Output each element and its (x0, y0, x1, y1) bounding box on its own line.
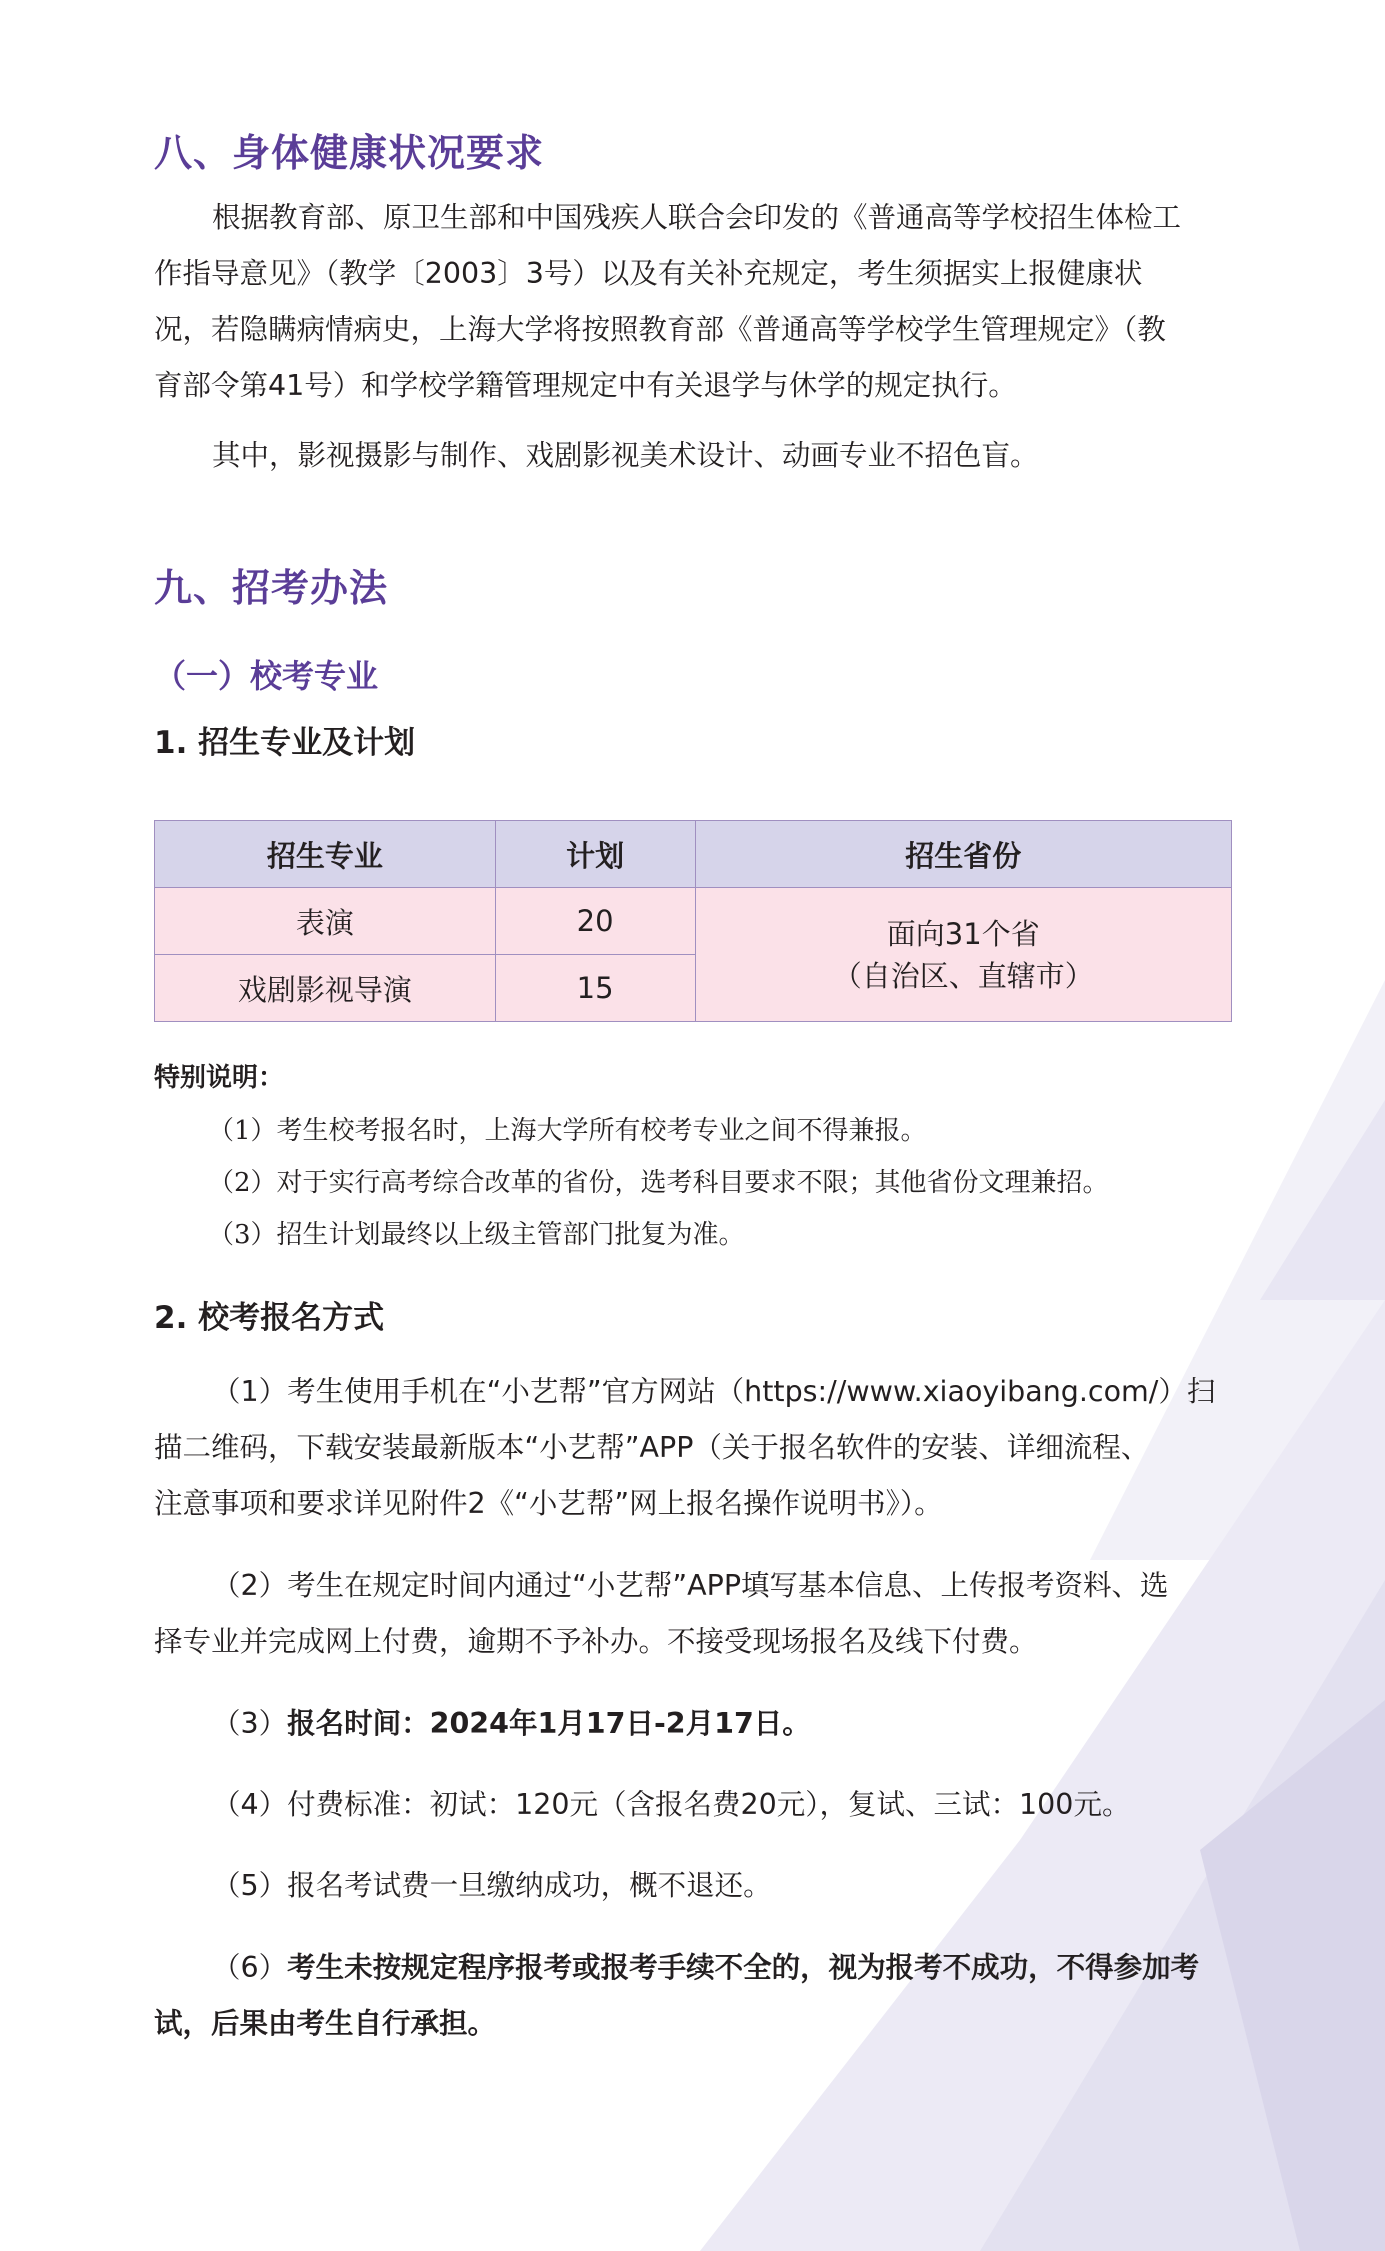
table-header-row (155, 821, 1232, 888)
cell-major: 戏剧影视导演 (155, 955, 496, 1022)
section-8-paragraph-line: 况，若隐瞒病情病史，上海大学将按照教育部《普通高等学校学生管理规定》（教 (154, 313, 1166, 346)
registration-step-line: 注意事项和要求详见附件2《“小艺帮”网上报名操作说明书》）。 (154, 1487, 943, 1520)
special-notes-title: 特别说明： (154, 1063, 285, 1093)
registration-step-line: （2）考生在规定时间内通过“小艺帮”APP填写基本信息、上传报考资料、选 (212, 1569, 1169, 1602)
registration-warning-line: 试，后果由考生自行承担。 (154, 2007, 497, 2040)
registration-warning-prefix: （6） (212, 1951, 288, 1984)
registration-fee: （4）付费标准：初试：120元（含报名费20元），复试、三试：100元。 (212, 1788, 1131, 1821)
registration-warning-line (212, 1940, 1232, 1996)
section-8-paragraph-line: 育部令第41号）和学校学籍管理规定中有关退学与休学的规定执行。 (154, 369, 1017, 402)
cell-province (695, 888, 1232, 1022)
section-8-paragraph-line: 根据教育部、原卫生部和中国残疾人联合会印发的《普通高等学校招生体检工 (212, 201, 1182, 234)
cell-plan: 15 (495, 955, 695, 1022)
special-note-item: （2）对于实行高考综合改革的省份，选考科目要求不限；其他省份文理兼招。 (208, 1168, 1109, 1198)
header-major: 招生专业 (155, 821, 496, 888)
table-row (155, 888, 1232, 955)
section-9-heading: 九、招考办法 (154, 566, 389, 610)
subsection-heading: （一）校考专业 (154, 657, 379, 695)
registration-no-refund: （5）报名考试费一旦缴纳成功，概不退还。 (212, 1869, 772, 1902)
special-note-item: （1）考生校考报名时，上海大学所有校考专业之间不得兼报。 (208, 1116, 927, 1146)
registration-time-text: 报名时间：2024年1月17日-2月17日。 (287, 1707, 811, 1740)
item-heading-plan: 1. 招生专业及计划 (154, 725, 416, 761)
registration-step-line: 择专业并完成网上付费，逾期不予补办。不接受现场报名及线下付费。 (154, 1625, 1038, 1658)
item-heading-registration: 2. 校考报名方式 (154, 1300, 385, 1336)
registration-warning-text: 考生未按规定程序报考或报考手续不全的，视为报考不成功，不得参加考 (287, 1951, 1200, 1984)
section-8-paragraph-line: 作指导意见》（教学〔2003〕3号）以及有关补充规定，考生须据实上报健康状 (154, 257, 1143, 290)
special-note-item: （3）招生计划最终以上级主管部门批复为准。 (208, 1220, 745, 1250)
header-province: 招生省份 (695, 821, 1232, 888)
province-line: （自治区、直辖市） (832, 958, 1094, 993)
section-8-colorblind-note: 其中，影视摄影与制作、戏剧影视美术设计、动画专业不招色盲。 (212, 439, 1039, 472)
section-8-heading: 八、身体健康状况要求 (154, 131, 545, 175)
enrollment-plan-table (154, 820, 1232, 1022)
registration-step-line: （1）考生使用手机在“小艺帮”官方网站（https://www.xiaoyibang.com/）扫 (212, 1375, 1216, 1408)
registration-step-line: 描二维码，下载安装最新版本“小艺帮”APP（关于报名软件的安装、详细流程、 (154, 1431, 1150, 1464)
header-plan: 计划 (495, 821, 695, 888)
province-line: 面向31个省 (886, 916, 1040, 951)
registration-time-prefix: （3） (212, 1707, 288, 1740)
cell-major: 表演 (155, 888, 496, 955)
registration-time (212, 1696, 1232, 1752)
cell-plan: 20 (495, 888, 695, 955)
